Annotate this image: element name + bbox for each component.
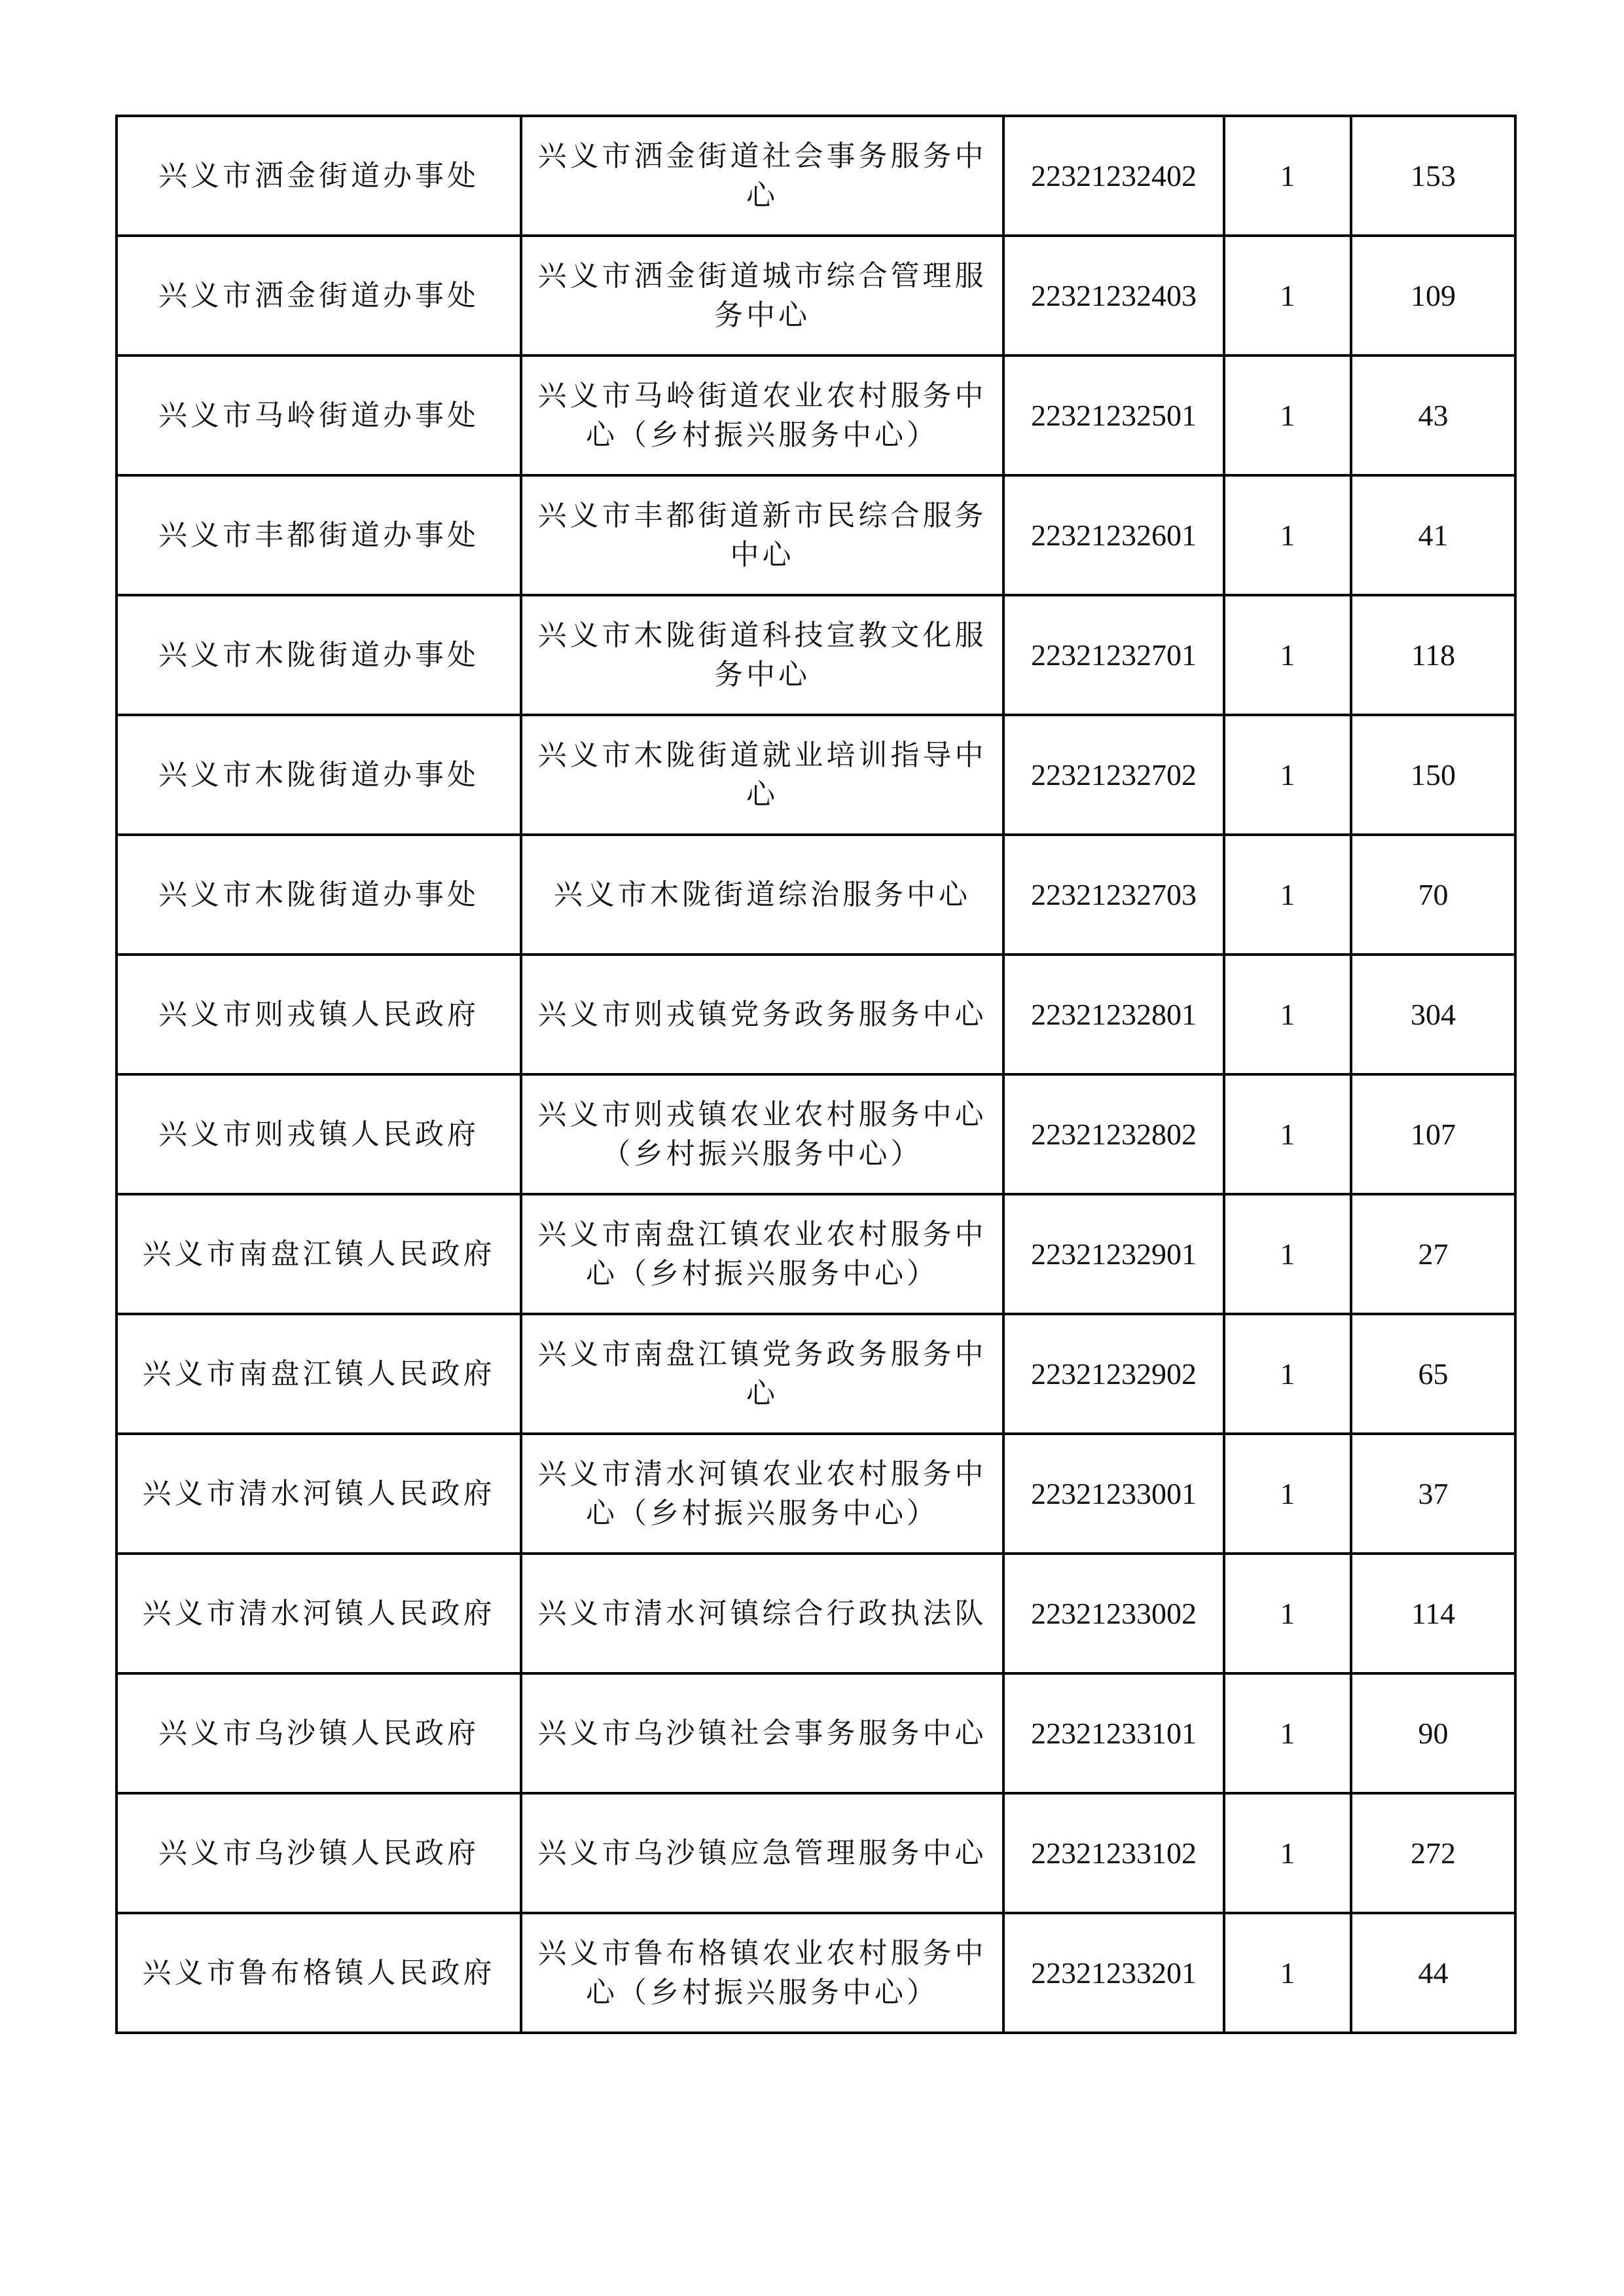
quota-cell: 1: [1224, 355, 1351, 475]
org-name-cell: 兴义市木陇街道办事处: [117, 715, 521, 835]
applicant-count-cell: 153: [1351, 116, 1515, 236]
quota-cell: 1: [1224, 116, 1351, 236]
position-code-cell: 22321233001: [1003, 1434, 1224, 1554]
quota-cell: 1: [1224, 1074, 1351, 1194]
unit-name-cell: 兴义市乌沙镇社会事务服务中心: [521, 1673, 1003, 1793]
quota-cell: 1: [1224, 715, 1351, 835]
applicant-count-cell: 65: [1351, 1314, 1515, 1434]
quota-cell: 1: [1224, 835, 1351, 955]
table-body: [117, 116, 1515, 2033]
org-name-cell: 兴义市洒金街道办事处: [117, 236, 521, 355]
org-name-cell: 兴义市清水河镇人民政府: [117, 1434, 521, 1554]
unit-name-cell: 兴义市木陇街道就业培训指导中心: [521, 715, 1003, 835]
unit-name-cell: 兴义市乌沙镇应急管理服务中心: [521, 1793, 1003, 1913]
quota-cell: 1: [1224, 1194, 1351, 1314]
org-name-cell: 兴义市清水河镇人民政府: [117, 1554, 521, 1673]
applicant-count-cell: 107: [1351, 1074, 1515, 1194]
org-name-cell: 兴义市南盘江镇人民政府: [117, 1314, 521, 1434]
applicant-count-cell: 150: [1351, 715, 1515, 835]
table-row: [117, 1673, 1515, 1793]
quota-cell: 1: [1224, 1434, 1351, 1554]
position-code-cell: 22321232701: [1003, 595, 1224, 715]
position-code-cell: 22321232802: [1003, 1074, 1224, 1194]
org-name-cell: 兴义市则戎镇人民政府: [117, 955, 521, 1074]
table-row: [117, 355, 1515, 475]
table-row: [117, 955, 1515, 1074]
unit-name-cell: 兴义市则戎镇党务政务服务中心: [521, 955, 1003, 1074]
unit-name-cell: 兴义市鲁布格镇农业农村服务中心（乡村振兴服务中心）: [521, 1913, 1003, 2033]
recruitment-table: [115, 115, 1517, 2034]
table-row: [117, 1074, 1515, 1194]
unit-name-cell: 兴义市马岭街道农业农村服务中心（乡村振兴服务中心）: [521, 355, 1003, 475]
applicant-count-cell: 37: [1351, 1434, 1515, 1554]
applicant-count-cell: 272: [1351, 1793, 1515, 1913]
quota-cell: 1: [1224, 1913, 1351, 2033]
applicant-count-cell: 27: [1351, 1194, 1515, 1314]
org-name-cell: 兴义市木陇街道办事处: [117, 595, 521, 715]
table-row: [117, 1434, 1515, 1554]
table-row: [117, 1793, 1515, 1913]
table-row: [117, 1314, 1515, 1434]
applicant-count-cell: 90: [1351, 1673, 1515, 1793]
table-row: [117, 595, 1515, 715]
position-code-cell: 22321232703: [1003, 835, 1224, 955]
unit-name-cell: 兴义市洒金街道城市综合管理服务中心: [521, 236, 1003, 355]
position-code-cell: 22321232901: [1003, 1194, 1224, 1314]
unit-name-cell: 兴义市木陇街道综治服务中心: [521, 835, 1003, 955]
quota-cell: 1: [1224, 955, 1351, 1074]
unit-name-cell: 兴义市木陇街道科技宣教文化服务中心: [521, 595, 1003, 715]
table-row: [117, 715, 1515, 835]
unit-name-cell: 兴义市丰都街道新市民综合服务中心: [521, 475, 1003, 595]
unit-name-cell: 兴义市清水河镇综合行政执法队: [521, 1554, 1003, 1673]
org-name-cell: 兴义市鲁布格镇人民政府: [117, 1913, 521, 2033]
org-name-cell: 兴义市南盘江镇人民政府: [117, 1194, 521, 1314]
position-code-cell: 22321232702: [1003, 715, 1224, 835]
quota-cell: 1: [1224, 1793, 1351, 1913]
unit-name-cell: 兴义市南盘江镇党务政务服务中心: [521, 1314, 1003, 1434]
table-row: [117, 236, 1515, 355]
quota-cell: 1: [1224, 595, 1351, 715]
org-name-cell: 兴义市则戎镇人民政府: [117, 1074, 521, 1194]
position-code-cell: 22321232501: [1003, 355, 1224, 475]
org-name-cell: 兴义市乌沙镇人民政府: [117, 1673, 521, 1793]
org-name-cell: 兴义市马岭街道办事处: [117, 355, 521, 475]
applicant-count-cell: 118: [1351, 595, 1515, 715]
unit-name-cell: 兴义市洒金街道社会事务服务中心: [521, 116, 1003, 236]
position-code-cell: 22321232403: [1003, 236, 1224, 355]
org-name-cell: 兴义市木陇街道办事处: [117, 835, 521, 955]
table-row: [117, 116, 1515, 236]
quota-cell: 1: [1224, 475, 1351, 595]
unit-name-cell: 兴义市南盘江镇农业农村服务中心（乡村振兴服务中心）: [521, 1194, 1003, 1314]
quota-cell: 1: [1224, 1314, 1351, 1434]
position-code-cell: 22321233101: [1003, 1673, 1224, 1793]
applicant-count-cell: 70: [1351, 835, 1515, 955]
position-code-cell: 22321233002: [1003, 1554, 1224, 1673]
quota-cell: 1: [1224, 1554, 1351, 1673]
table-row: [117, 1913, 1515, 2033]
applicant-count-cell: 304: [1351, 955, 1515, 1074]
quota-cell: 1: [1224, 236, 1351, 355]
applicant-count-cell: 44: [1351, 1913, 1515, 2033]
position-code-cell: 22321232402: [1003, 116, 1224, 236]
org-name-cell: 兴义市乌沙镇人民政府: [117, 1793, 521, 1913]
position-code-cell: 22321232902: [1003, 1314, 1224, 1434]
table-row: [117, 1554, 1515, 1673]
quota-cell: 1: [1224, 1673, 1351, 1793]
position-code-cell: 22321233102: [1003, 1793, 1224, 1913]
org-name-cell: 兴义市丰都街道办事处: [117, 475, 521, 595]
applicant-count-cell: 43: [1351, 355, 1515, 475]
position-code-cell: 22321232801: [1003, 955, 1224, 1074]
applicant-count-cell: 41: [1351, 475, 1515, 595]
applicant-count-cell: 109: [1351, 236, 1515, 355]
position-code-cell: 22321233201: [1003, 1913, 1224, 2033]
table-row: [117, 475, 1515, 595]
org-name-cell: 兴义市洒金街道办事处: [117, 116, 521, 236]
table-row: [117, 835, 1515, 955]
unit-name-cell: 兴义市清水河镇农业农村服务中心（乡村振兴服务中心）: [521, 1434, 1003, 1554]
table-row: [117, 1194, 1515, 1314]
applicant-count-cell: 114: [1351, 1554, 1515, 1673]
unit-name-cell: 兴义市则戎镇农业农村服务中心（乡村振兴服务中心）: [521, 1074, 1003, 1194]
position-code-cell: 22321232601: [1003, 475, 1224, 595]
